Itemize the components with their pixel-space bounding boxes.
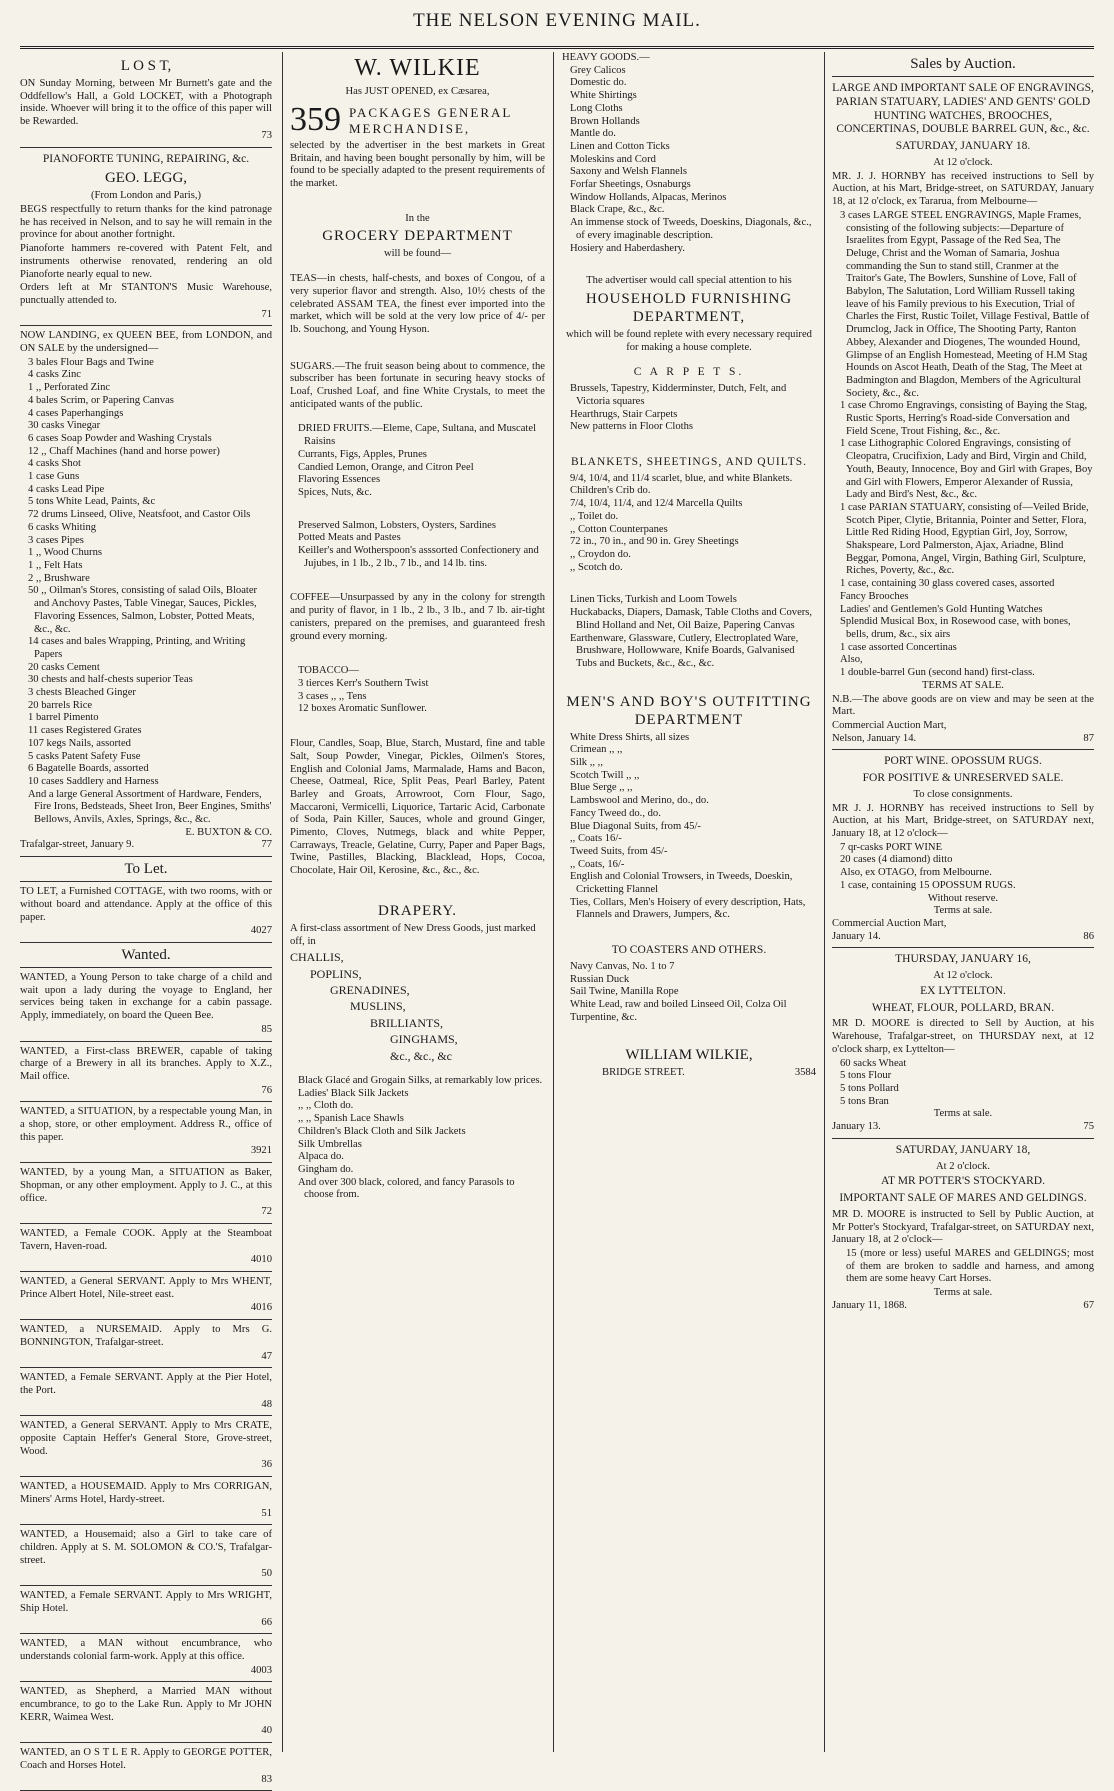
list-item: Long Cloths xyxy=(570,102,623,114)
sale1-nb: N.B.—The above goods are on view and may be seen at the Mart. xyxy=(832,693,1094,718)
wanted-ad xyxy=(20,1682,272,1743)
ad-number: 40 xyxy=(261,1725,272,1737)
sale3-time: At 12 o'clock. xyxy=(933,970,993,982)
list-item: DRIED FRUITS.—Eleme, Cape, Sultana, and Muscatel Raisins xyxy=(298,423,537,448)
ad-number: 3921 xyxy=(250,1145,272,1157)
list-item: White Shirtings xyxy=(570,90,637,102)
list-item: ,, Coats, 16/- xyxy=(570,858,625,870)
wilkie-address: BRIDGE STREET. xyxy=(602,1067,685,1079)
wanted-text: WANTED, a Female SERVANT. Apply to Mrs WRIGHT, Ship Hotel. xyxy=(20,1590,272,1614)
blankets-heading: BLANKETS, SHEETINGS, AND QUILTS. xyxy=(570,455,808,468)
list-item: Russian Duck xyxy=(570,973,630,985)
wanted-ad xyxy=(20,1743,272,1791)
list-item: And a large General Assortment of Hardware, Fenders, Fire Irons, Bedsteads, Sheet Iron, Beer Engines, Smiths' Bellows, Anvils, Axles, Springs, &c., &c. xyxy=(28,788,272,826)
lost-body: ON Sunday Morning, between Mr Burnett's gate and the Oddfellow's Hall, a Gold LOCKET, with a Photograph inside. Whoever will bring it to the office of this paper will be Rewarded. xyxy=(20,78,272,128)
ad-number: 86 xyxy=(1083,930,1094,942)
list-item: 4 cases Paperhangings xyxy=(28,407,124,419)
list-item: Hearthrugs, Stair Carpets xyxy=(570,408,678,420)
ad-number: 66 xyxy=(261,1616,272,1628)
list-item: 3 cases Pipes xyxy=(28,534,84,546)
fabric-item: GINGHAMS, xyxy=(390,1032,458,1047)
sale1-footer xyxy=(832,733,1094,746)
list-item: Alpaca do. xyxy=(298,1151,344,1163)
wanted-ad xyxy=(20,1042,272,1103)
selected-text: selected by the advertiser in the best markets in Great Britain, and having been bought personally by him, will be found to be specially adapted to the present requirements of the market. xyxy=(290,139,545,190)
packages-line xyxy=(290,100,545,138)
list-item: Keiller's and Wotherspoon's asssorted Confectionery and Jujubes, in 1 lb., 2 lb., 7 lb., and 14 lb. tins. xyxy=(298,545,539,569)
blankets-list xyxy=(562,473,816,575)
list-item: Silk ,, ,, xyxy=(570,757,603,769)
wanted-text: WANTED, a MAN without encumbrance, who understands colonial farm-work. Apply at this office. xyxy=(20,1638,272,1662)
list-item: 1 ,, Felt Hats xyxy=(28,560,83,571)
ad-number: 4003 xyxy=(250,1664,272,1676)
list-item: 30 chests and half-chests superior Teas xyxy=(28,674,193,686)
sale1-date: SATURDAY, JANUARY 18. xyxy=(895,140,1031,153)
coasters-list xyxy=(562,961,816,1025)
list-item: 20 barrels Rice xyxy=(28,699,93,711)
wanted-text: WANTED, a General SERVANT. Apply to Mrs CRATE, opposite Captain Heffer's General Store, Grove-street, Wood. xyxy=(20,1420,272,1457)
sale3-date: THURSDAY, JANUARY 16, xyxy=(895,953,1031,966)
lost-heading: L O S T, xyxy=(120,58,172,74)
wanted-list xyxy=(20,968,272,1791)
mens-heading: MEN'S AND BOY'S OUTFITTING DEPARTMENT xyxy=(566,693,812,728)
sale3-terms: Terms at sale. xyxy=(933,1108,993,1120)
ad-number: 4010 xyxy=(250,1254,272,1266)
wanted-ad xyxy=(20,1224,272,1272)
ad-number: 3584 xyxy=(794,1067,816,1079)
auction-engravings xyxy=(832,77,1094,750)
lost-ad xyxy=(20,52,272,148)
list-item: Grey Calicos xyxy=(570,64,626,76)
list-item: Gingham do. xyxy=(298,1163,354,1175)
list-item: Black Glacé and Grogain Silks, at remarkably low prices. xyxy=(298,1074,543,1086)
sale2-terms: Terms at sale. xyxy=(933,905,993,917)
sale4-items: 15 (more or less) useful MARES and GELDINGS; most of them are broken to saddle and harness, and among them are some heavy Cart Horses. xyxy=(846,1247,1094,1285)
list-item: Ties, Collars, Men's Hoisery of every description, Hats, Flannels and Drawers, Jumpers, &c. xyxy=(570,896,806,921)
sale2-footer xyxy=(832,931,1094,944)
wanted-ad xyxy=(20,1163,272,1224)
list-item: Window Hollands, Alpacas, Merinos xyxy=(570,191,727,203)
to-let-body: TO LET, a Furnished COTTAGE, with two rooms, with or without board and attendance. Apply at the office of this paper. xyxy=(20,886,272,923)
auction-mares xyxy=(832,1139,1094,1317)
list-item: Currants, Figs, Apples, Prunes xyxy=(298,448,427,460)
list-item: Brown Hollands xyxy=(570,115,640,127)
list-item: Children's Crib do. xyxy=(570,485,651,497)
list-item: 107 kegs Nails, assorted xyxy=(28,737,131,749)
sale3-items xyxy=(832,1058,1094,1109)
list-item: ,, Toilet do. xyxy=(570,510,619,522)
ad-number: 4016 xyxy=(250,1302,272,1314)
list-item: Hosiery and Haberdashery. xyxy=(570,242,685,254)
landing-address: Trafalgar-street, January 9. xyxy=(20,839,135,851)
mens-list xyxy=(562,732,816,923)
wanted-text: WANTED, a Housemaid; also a Girl to take care of children. Apply at S. M. SOLOMON & CO.'S, Trafalgar-street. xyxy=(20,1529,272,1566)
sale1-terms: TERMS AT SALE. xyxy=(922,679,1004,691)
landing-intro: NOW LANDING, ex QUEEN BEE, from LONDON, and ON SALE by the undersigned— xyxy=(20,330,272,355)
wanted-text: WANTED, a Female SERVANT. Apply at the Pier Hotel, the Port. xyxy=(20,1372,272,1396)
list-item: New patterns in Floor Cloths xyxy=(570,421,693,433)
ad-number: 47 xyxy=(261,1350,272,1362)
column-divider xyxy=(824,52,825,1752)
list-item: 1 case Lithographic Colored Engravings, consisting of Cleopatra, Crucifixion, Lady and Bird, Virgin and Child, Youth, Beauty, Innocence, Boy and Girl with Grapes, Boy and Girl with Flowers, Emperor Alexander of Russia, Lady and Bird's Nest, &c., &c. xyxy=(840,438,1093,501)
sale2-close: To close consignments. xyxy=(913,788,1013,800)
list-item: Brussels, Tapestry, Kidderminster, Dutch, Felt, and Victoria squares xyxy=(570,383,787,407)
list-item: Flavoring Essences xyxy=(298,474,381,486)
ad-number: 72 xyxy=(261,1206,272,1218)
list-item: 5 tons White Lead, Paints, &c xyxy=(28,496,156,508)
wanted-text: WANTED, a Young Person to take charge of a child and wait upon a lady during the voyage to England, her services being taken in exchange for a cabin passage. Apply, immediately, on board the Queen Bee. xyxy=(20,971,272,1022)
column-4 xyxy=(832,52,1094,1752)
wanted-text: WANTED, a Female COOK. Apply at the Steamboat Tavern, Haven-road. xyxy=(20,1227,272,1252)
list-item: Crimean ,, ,, xyxy=(570,744,623,756)
list-item: 1 double-barrel Gun (second hand) first-class. xyxy=(840,667,1035,679)
packages-label: PACKAGES GENERAL MERCHANDISE, xyxy=(349,104,512,137)
to-let-ad xyxy=(20,882,272,943)
drapery-intro: A first-class assortment of New Dress Goods, just marked off, in xyxy=(290,922,536,947)
list-item: 1 case PARIAN STATUARY, consisting of—Veiled Bride, Scotch Piper, Clytie, Britannia, Pointer and Setter, Flora, Little Red Riding Hood, Egyptian Girl, Joy, Sorrow, Shakspeare, Lord Palmerston, Ajax, Ariadne, Blind Beggar, Pomona, Angel, Virgin, Bathing Girl, Sculpture, Riches, Poverty, &c., &c. xyxy=(840,501,1089,577)
list-item: 12 boxes Aromatic Sunflower. xyxy=(298,703,427,715)
piano-name: GEO. LEGG, xyxy=(104,170,188,187)
sugars-text: SUGARS.—The fruit season being about to commence, the subscriber has been fortunate in securing heavy stocks of Loaf, Crushed Loaf, and fine White Crystals, to meet the anticipated wants of the public. xyxy=(290,360,545,410)
list-item: 12 ,, Chaff Machines (hand and horse power) xyxy=(28,445,220,457)
wanted-ad xyxy=(20,1525,272,1586)
list-item: ,, Croydon do. xyxy=(570,548,631,560)
replete-text: which will be found replete with every necessary required for making a house complete. xyxy=(566,328,812,353)
ad-number: 77 xyxy=(261,839,272,851)
list-item: 11 cases Registered Grates xyxy=(28,725,142,737)
landing-ad xyxy=(20,326,272,857)
carpets-heading: C A R P E T S. xyxy=(633,366,745,379)
list-item: 3 bales Flour Bags and Twine xyxy=(28,356,154,368)
ad-number: 87 xyxy=(1083,732,1094,744)
list-item: English and Colonial Trowsers, in Tweeds, Doeskin, Cricketting Flannel xyxy=(570,871,793,896)
list-item: TOBACCO— xyxy=(298,665,360,677)
list-item: 5 tons Pollard xyxy=(840,1082,899,1094)
ad-number: 85 xyxy=(261,1023,272,1035)
list-item: Moleskins and Cord xyxy=(570,153,656,165)
sale1-time: At 12 o'clock. xyxy=(933,156,993,168)
wanted-heading: Wanted. xyxy=(20,943,272,968)
list-item: An immense stock of Tweeds, Doeskins, Diagonals, &c., of every imaginable description. xyxy=(570,217,812,241)
fabric-item: CHALLIS, xyxy=(290,950,344,965)
auction-heading: Sales by Auction. xyxy=(832,52,1094,77)
wilkie-name: W. WILKIE xyxy=(354,55,481,81)
list-item: 3 cases ,, ,, Tens xyxy=(298,690,367,702)
dried-fruits-list xyxy=(290,423,545,499)
list-item: Silk Umbrellas xyxy=(298,1138,362,1150)
wilkie-signature: WILLIAM WILKIE, xyxy=(625,1047,753,1064)
grocery-heading: GROCERY DEPARTMENT xyxy=(322,228,513,245)
list-item: Black Crape, &c., &c. xyxy=(570,204,665,216)
fabric-item: POPLINS, xyxy=(310,966,362,981)
linen-list xyxy=(562,594,816,670)
sale2-title: PORT WINE. OPOSSUM RUGS. xyxy=(884,755,1042,768)
wanted-ad xyxy=(20,1416,272,1477)
list-item: Splendid Musical Box, in Rosewood case, with bones, bells, drum, &c., six airs xyxy=(840,616,1071,640)
list-item: ,, ,, Spanish Lace Shawls xyxy=(298,1113,404,1125)
sale4-title: IMPORTANT SALE OF MARES AND GELDINGS. xyxy=(839,1192,1087,1205)
piano-body: Orders left at Mr STANTON'S Music Warehouse, punctually attended to. xyxy=(20,282,272,306)
list-item: Spices, Nuts, &c. xyxy=(298,486,372,498)
list-item: Potted Meats and Pastes xyxy=(298,532,401,544)
coasters-heading: TO COASTERS AND OTHERS. xyxy=(611,944,767,957)
list-item: ,, Scotch do. xyxy=(570,561,623,573)
list-item: 1 case, containing 30 glass covered cases, assorted xyxy=(840,578,1055,590)
list-item: 3 tierces Kerr's Southern Twist xyxy=(298,678,429,689)
list-item: ,, ,, Cloth do. xyxy=(298,1100,354,1112)
sale4-terms: Terms at sale. xyxy=(933,1287,993,1299)
list-item: 1 case assorted Concertinas xyxy=(840,641,957,653)
ad-number: 71 xyxy=(261,308,272,320)
wanted-text: WANTED, a NURSEMAID. Apply to Mrs G. BONNINGTON, Trafalgar-street. xyxy=(20,1324,272,1348)
ad-number: 73 xyxy=(261,129,272,141)
wilkie-footer xyxy=(562,1067,816,1080)
ad-number: 50 xyxy=(261,1568,272,1580)
list-item: 30 casks Vinegar xyxy=(28,420,101,432)
auction-port-wine xyxy=(832,750,1094,948)
list-item: ,, Cotton Counterpanes xyxy=(570,523,668,535)
wilkie-opened: Has JUST OPENED, ex Cæsarea, xyxy=(345,85,490,97)
list-item: Blue Diagonal Suits, from 45/- xyxy=(570,820,701,832)
ad-number: 48 xyxy=(261,1398,272,1410)
list-item: 60 sacks Wheat xyxy=(840,1057,907,1069)
to-let-heading: To Let. xyxy=(20,857,272,882)
list-item: 1 case, containing 15 OPOSSUM RUGS. xyxy=(840,879,1016,891)
list-item: 1 ,, Wood Churns xyxy=(28,547,102,559)
list-item: 6 Bagatelle Boards, assorted xyxy=(28,763,149,775)
sale1-items xyxy=(832,210,1094,680)
landing-list xyxy=(20,357,272,827)
package-count: 359 xyxy=(290,100,341,138)
sale1-place: Nelson, January 14. xyxy=(832,732,917,744)
list-item: 1 case Chromo Engravings, consisting of Baying the Stag, Rustic Sports, Herring's Road-side Conversation and Field Scene, Trout Fishing, &c., &c. xyxy=(840,400,1088,437)
fabric-item: BRILLIANTS, xyxy=(370,1015,443,1030)
attention-text: The advertiser would call special attention to his xyxy=(586,275,792,287)
list-item: Domestic do. xyxy=(570,77,627,89)
household-heading: HOUSEHOLD FURNISHING DEPARTMENT, xyxy=(585,290,793,325)
list-item: 4 casks Zinc xyxy=(28,369,81,381)
list-item: 5 casks Patent Safety Fuse xyxy=(28,750,141,762)
sale3-body: MR D. MOORE is directed to Sell by Auction, at his Warehouse, Trafalgar-street, on THURSDAY next, at 12 o'clock sharp, ex Lyttelton— xyxy=(832,1018,1094,1055)
wanted-text: WANTED, a HOUSEMAID. Apply to Mrs CORRIGAN, Miners' Arms Hotel, Hardy-street. xyxy=(20,1481,272,1505)
landing-signature: E. BUXTON & CO. xyxy=(185,826,272,838)
list-item: ,, Coats 16/- xyxy=(570,833,622,845)
sale4-date: SATURDAY, JANUARY 18, xyxy=(895,1143,1031,1156)
ad-number: 83 xyxy=(261,1773,272,1785)
piano-heading: PIANOFORTE TUNING, REPAIRING, &c. xyxy=(42,152,250,165)
piano-ad xyxy=(20,148,272,327)
ad-number: 76 xyxy=(261,1084,272,1096)
sale2-body: MR J. J. HORNBY has received instructions to Sell by Auction, at his Mart, Bridge-street, on SATURDAY next, January 18, at 12 o'clock— xyxy=(832,802,1094,840)
column-2 xyxy=(290,52,545,1752)
teas-text: TEAS—in chests, half-chests, and boxes of Congou, of a very superior flavor and strength. Also, 10½ chests of the celebrated ASSAM TEA, the finest ever imported into the market, which will be sold at the very low price of 4/- per lb. Souchong, and Young Hyson. xyxy=(290,273,545,335)
heavy-heading: HEAVY GOODS.— xyxy=(562,52,650,63)
fabric-item: MUSLINS, xyxy=(350,999,406,1014)
column-3 xyxy=(562,52,816,1752)
list-item: 14 cases and bales Wrapping, Printing, and Writing Papers xyxy=(28,636,246,660)
list-item: Navy Canvas, No. 1 to 7 xyxy=(570,960,675,972)
list-item: 6 cases Soap Powder and Washing Crystals xyxy=(28,432,212,444)
fabric-item: GRENADINES, xyxy=(330,983,410,998)
list-item: Ladies' Black Silk Jackets xyxy=(298,1087,409,1099)
ad-number: 51 xyxy=(261,1507,272,1519)
list-item: Mantle do. xyxy=(570,128,616,140)
in-the: In the xyxy=(405,212,430,224)
list-item: Fancy Brooches xyxy=(840,590,909,602)
list-item: 7 qr-casks PORT WINE xyxy=(840,841,943,853)
piano-from: (From London and Paris,) xyxy=(90,190,202,202)
wanted-text: WANTED, an O S T L E R. Apply to GEORGE POTTER, Coach and Horses Hotel. xyxy=(20,1747,272,1771)
silks-list xyxy=(290,1075,545,1202)
list-item: 50 ,, Oilman's Stores, consisting of salad Oils, Bloater and Anchovy Pastes, Table Vinegar, Sauces, Pickles, Flavoring Essences, Salmon, Lobster, Potted Meats, &c., &c. xyxy=(28,585,258,635)
list-item: 6 casks Whiting xyxy=(28,521,97,533)
list-item: Sail Twine, Manilla Rope xyxy=(570,986,679,998)
list-item: White Dress Shirts, all sizes xyxy=(570,731,690,743)
sale1-body: MR. J. J. HORNBY has received instructions to Sell by Auction, at his Mart, Bridge-street, on SATURDAY, January 18, at 12 o'clock, ex Tararua, from Melbourne— xyxy=(832,170,1094,208)
list-item: 9/4, 10/4, and 11/4 scarlet, blue, and white Blankets. xyxy=(570,472,793,484)
list-item: Saxony and Welsh Flannels xyxy=(570,166,687,178)
wanted-ad xyxy=(20,968,272,1042)
list-item: Turpentine, &c. xyxy=(570,1011,637,1023)
list-item: 72 in., 70 in., and 90 in. Grey Sheetings xyxy=(570,536,739,548)
fabric-item: &c., &c., &c xyxy=(390,1048,452,1063)
list-item: Ladies' and Gentlemen's Gold Hunting Watches xyxy=(840,603,1043,615)
sale2-items xyxy=(832,842,1094,893)
wanted-text: WANTED, a First-class BREWER, capable of taking charge of a Brewery in all its branches. Apply to X.Z., Mail office. xyxy=(20,1045,272,1082)
list-item: 4 casks Shot xyxy=(28,458,81,470)
list-item: Earthenware, Glassware, Cutlery, Electroplated Ware, Brushware, Hollowware, Knife Boards, Galvanised Tubs and Buckets, &c., &c., &c. xyxy=(570,632,799,669)
masthead-rule xyxy=(20,46,1094,49)
list-item: Preserved Salmon, Lobsters, Oysters, Sardines xyxy=(298,519,497,531)
auction-wheat xyxy=(832,948,1094,1138)
sale1-mart: Commercial Auction Mart, xyxy=(832,719,947,731)
wanted-text: WANTED, as Shepherd, a Married MAN without encumbrance, to go to the Lake Run. Apply to Mr JOHN KERR, Waimea West. xyxy=(20,1686,272,1723)
sale4-place: AT MR POTTER'S STOCKYARD. xyxy=(881,1175,1045,1188)
wanted-ad xyxy=(20,1272,272,1320)
fabrics-list xyxy=(290,950,545,1063)
sale3-title: WHEAT, FLOUR, POLLARD, BRAN. xyxy=(871,1001,1055,1014)
list-item: 1 ,, Perforated Zinc xyxy=(28,382,111,394)
list-item: Forfar Sheetings, Osnaburgs xyxy=(570,179,691,191)
list-item: Lambswool and Merino, do., do. xyxy=(570,795,709,807)
wanted-text: WANTED, a SITUATION, by a respectable young Man, in a shop, store, or other employment. Address R., office of this paper. xyxy=(20,1106,272,1143)
sale4-body: MR D. MOORE is instructed to Sell by Public Auction, at Mr Potter's Stockyard, Trafalgar-street, on SATURDAY next, January 18, at 2 o'clock— xyxy=(832,1208,1094,1246)
sale2-mart: Commercial Auction Mart, xyxy=(832,917,947,929)
list-item: Also, xyxy=(840,654,863,666)
sale4-dated: January 11, 1868. xyxy=(832,1299,907,1311)
wanted-ad xyxy=(20,1477,272,1525)
list-item: 20 casks Cement xyxy=(28,661,100,673)
list-item: 4 casks Lead Pipe xyxy=(28,483,105,495)
coffee-text: COFFEE—Unsurpassed by any in the colony for strength and purity of flavor, in 1 lb., 2 lb., 3 lb., and 7 lb. air-tight canisters, prepared on the premises, and guaranteed fresh ground every morning. xyxy=(290,592,545,642)
wanted-ad xyxy=(20,1586,272,1634)
sale3-dated: January 13. xyxy=(832,1121,881,1133)
sale2-sub: FOR POSITIVE & UNRESERVED SALE. xyxy=(862,772,1064,785)
list-item: 2 ,, Brushware xyxy=(28,572,90,584)
landing-footer xyxy=(20,839,272,852)
sale2-date: January 14. xyxy=(832,930,881,942)
ad-number: 36 xyxy=(261,1459,272,1471)
list-item: 72 drums Linseed, Olive, Neatsfoot, and Castor Oils xyxy=(28,509,251,521)
sale3-ex: EX LYTTELTON. xyxy=(920,984,1006,997)
list-item: Linen and Cotton Ticks xyxy=(570,140,670,152)
piano-body: BEGS respectfully to return thanks for the kind patronage he has received in Nelson, and to say he will remain in the province for about another fortnight. xyxy=(20,204,272,241)
list-item: Huckabacks, Diapers, Damask, Table Cloths and Covers, Blind Holland and Net, Oil Baize, Papering Canvas xyxy=(570,607,813,631)
wanted-ad xyxy=(20,1102,272,1163)
wanted-ad xyxy=(20,1368,272,1416)
ad-number: 67 xyxy=(1083,1299,1094,1311)
sale4-footer xyxy=(832,1300,1094,1313)
list-item: Children's Black Cloth and Silk Jackets xyxy=(298,1125,466,1137)
tobacco-list xyxy=(290,665,545,716)
list-item: And over 300 black, colored, and fancy Parasols to choose from. xyxy=(298,1176,515,1201)
list-item: Fancy Tweed do., do. xyxy=(570,807,661,819)
sale3-footer xyxy=(832,1121,1094,1134)
heavy-goods-list xyxy=(562,65,816,256)
list-item: 3 cases LARGE STEEL ENGRAVINGS, Maple Frames, consisting of the following subjects:—Departure of Israelites from Egypt, Passage of the Red Sea, The Deluge, Christ and the Woman of Samaria, Joshua commanding the Sun to stand still, Cranmer at the Traitor's Gate, The Bowlers, Sunshine of Love, Fall of Babylon, The Salutation, Lord William Russell taking leave of his Family previous to his Execution, Trial of Charles the First, Rustic Toilet, Village Festival, Battle of Drumclog, Jack in Office, The Shooting Party, Ranton Abbey, Alexander and Diogenes, The wounded Hound, Glimpse of an English Homestead, Meeting of H.M Stag Hounds on Ascot Heath, Death of the Stag, The Meet at Badmington and Blagdon, Members of the Agricultural Society, &c., &c. xyxy=(840,209,1090,399)
list-item: Candied Lemon, Orange, and Citron Peel xyxy=(298,461,474,473)
piano-body: Pianoforte hammers re-covered with Patent Felt, and instruments otherwise renovated, rendering an old Pianoforte nearly equal to new. xyxy=(20,243,272,280)
found-text: will be found— xyxy=(383,248,452,260)
sale2-reserve: Without reserve. xyxy=(927,892,999,904)
list-item: 3 chests Bleached Ginger xyxy=(28,687,136,699)
list-item: 20 cases (4 diamond) ditto xyxy=(840,854,953,866)
preserved-list xyxy=(290,520,545,571)
sale4-time: At 2 o'clock. xyxy=(936,1160,990,1172)
list-item: 10 cases Saddlery and Harness xyxy=(28,775,159,787)
wanted-text: WANTED, a General SERVANT. Apply to Mrs WHENT, Prince Albert Hotel, Nile-street east. xyxy=(20,1276,272,1300)
ad-number: 75 xyxy=(1083,1121,1094,1133)
sale1-title: LARGE AND IMPORTANT SALE OF ENGRAVINGS, PARIAN STATUARY, LADIES' AND GENTS' GOLD HUNTING WATCHES, BROOCHES, CONCERTINAS, DOUBLE BARREL GUN, &c., &c. xyxy=(832,82,1094,136)
list-item: 7/4, 10/4, 11/4, and 12/4 Marcella Quilts xyxy=(570,498,743,510)
ad-number: 4027 xyxy=(250,925,272,937)
column-1 xyxy=(20,52,272,1785)
list-item: Linen Ticks, Turkish and Loom Towels xyxy=(570,594,737,606)
list-item: 1 barrel Pimento xyxy=(28,712,99,724)
list-item: 5 tons Bran xyxy=(840,1095,889,1107)
list-item: 4 bales Scrim, or Papering Canvas xyxy=(28,394,174,406)
flour-text: Flour, Candles, Soap, Blue, Starch, Mustard, fine and table Salt, Soup Powder, Vinegar, Pickles, Oilmen's Stores, English and Colonial Jams, Marmalade, Hams and Bacon, Cheese, Oatmeal, Rice, Split Peas, Pearl Barley, Patent Barley and Groats, Arrowroot, Corn Flour, Sago, Maccaroni, Vermicelli, Liquorice, Tartaric Acid, Carbonate of Soda, Pain Killer, Sauces, whole and ground Ginger, Pimento, Cloves, Nutmegs, black and white Pepper, Carraways, Treacle, Gelatine, Curry, Paper and Paper Bags, Twine, Pastilles, Blacking, Blacklead, Hops, Cocoa, Chocolate, Hair Oil, Kerosine, &c., &c., &c. xyxy=(290,738,545,877)
column-divider xyxy=(282,52,283,1752)
carpets-list xyxy=(562,383,816,434)
list-item: Also, ex OTAGO, from Melbourne. xyxy=(840,867,992,879)
list-item: White Lead, raw and boiled Linseed Oil, Colza Oil xyxy=(570,999,787,1011)
masthead: THE NELSON EVENING MAIL. xyxy=(413,10,701,31)
list-item: 5 tons Flour xyxy=(840,1070,892,1082)
list-item: 1 case Guns xyxy=(28,471,80,483)
list-item: Scotch Twill ,, ,, xyxy=(570,769,640,781)
wanted-text: WANTED, by a young Man, a SITUATION as Baker, Shopman, or any other employment. Apply to J. C., at this office. xyxy=(20,1167,272,1204)
drapery-heading: DRAPERY. xyxy=(377,902,457,919)
wanted-ad xyxy=(20,1634,272,1682)
wanted-ad xyxy=(20,1320,272,1368)
list-item: Blue Serge ,, ,, xyxy=(570,782,633,794)
list-item: Tweed Suits, from 45/- xyxy=(570,845,668,857)
column-divider xyxy=(553,52,554,1752)
